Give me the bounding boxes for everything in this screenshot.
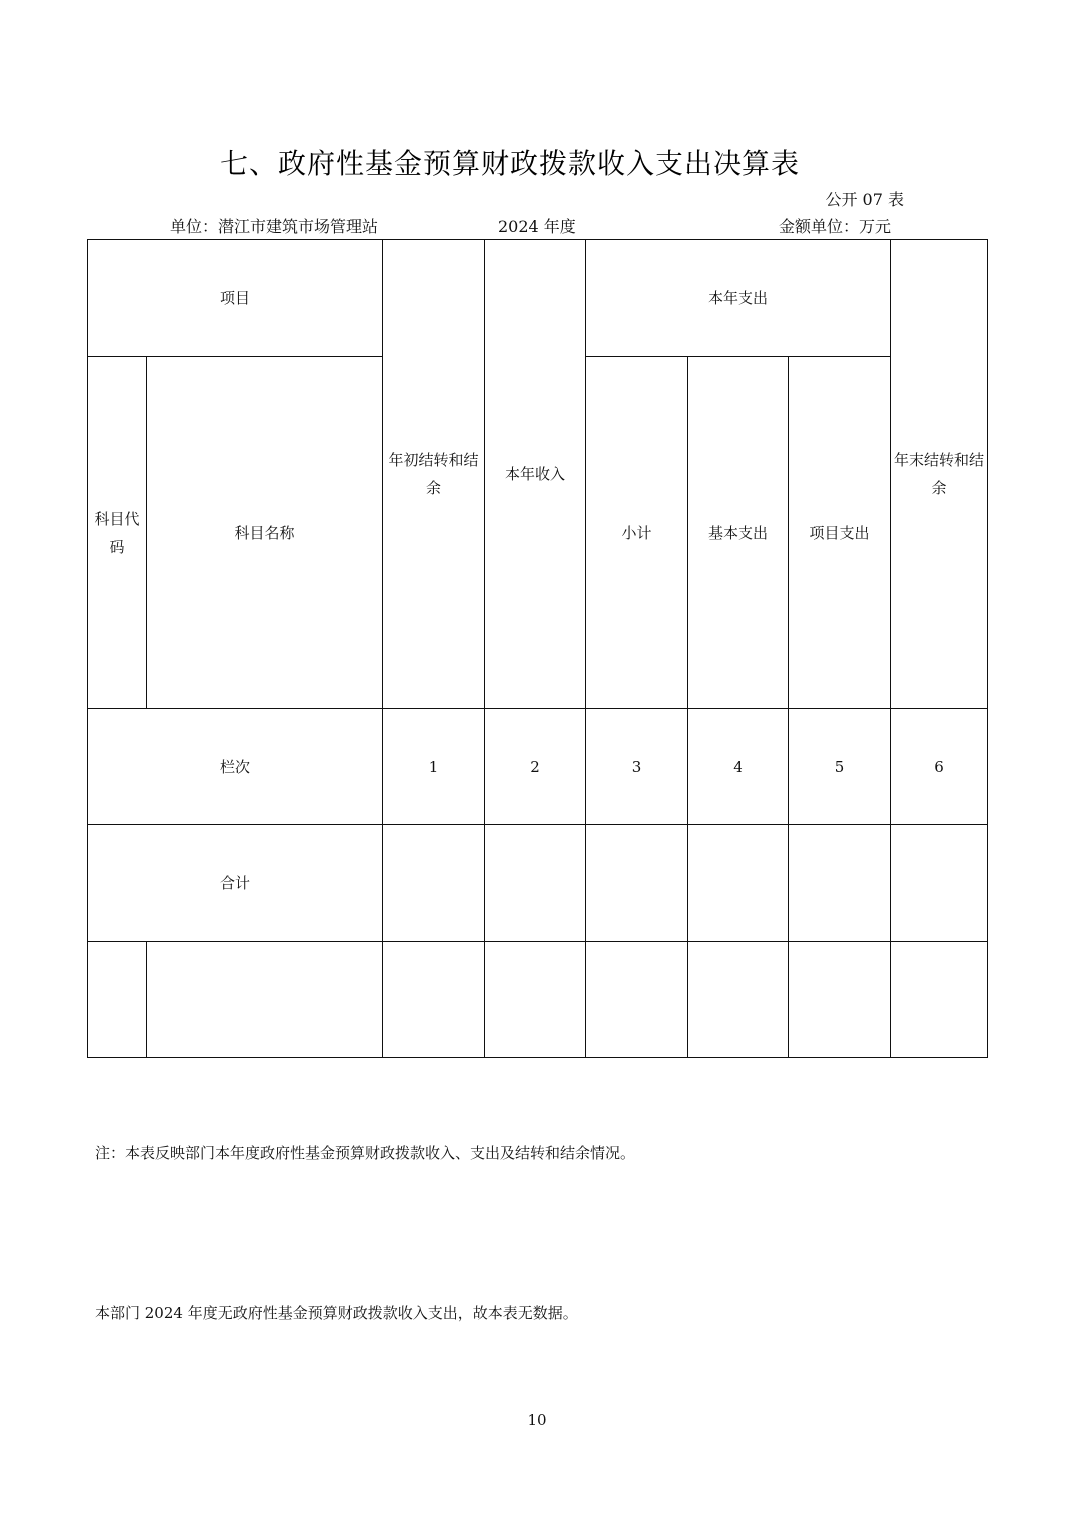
page-number: 10 (527, 1411, 547, 1429)
column-index-cell: 3 (586, 709, 688, 825)
document-title: 七、政府性基金预算财政拨款收入支出决算表 (219, 147, 800, 180)
row-value-cell (485, 942, 586, 1058)
column-index-row (88, 709, 988, 825)
row-code-cell (88, 942, 147, 1058)
header-basic-expense: 基本支出 (688, 357, 789, 709)
column-index-cell: 6 (891, 709, 988, 825)
no-data-statement: 本部门 2024 年度无政府性基金预算财政拨款收入支出，故本表无数据。 (95, 1304, 578, 1322)
row-value-cell (891, 942, 988, 1058)
fiscal-year: 2024 年度 (498, 217, 576, 236)
header-code: 科目代码 (88, 357, 147, 709)
total-cell (891, 825, 988, 942)
table-note: 注：本表反映部门本年度政府性基金预算财政拨款收入、支出及结转和结余情况。 (95, 1144, 636, 1162)
column-index-cell: 4 (688, 709, 789, 825)
header-subtotal: 小计 (586, 357, 688, 709)
row-value-cell (688, 942, 789, 1058)
reporting-unit: 单位：潜江市建筑市场管理站 (170, 217, 379, 236)
total-cell (383, 825, 485, 942)
row-value-cell (586, 942, 688, 1058)
row-value-cell (383, 942, 485, 1058)
row-value-cell (789, 942, 891, 1058)
total-cell (485, 825, 586, 942)
table-row (88, 942, 988, 1058)
header-income: 本年收入 (485, 240, 586, 709)
total-row (88, 825, 988, 942)
form-number: 公开 07 表 (825, 190, 904, 209)
header-project-expense: 项目支出 (789, 357, 891, 709)
header-closing-balance: 年末结转和结余 (891, 240, 988, 709)
total-cell (789, 825, 891, 942)
total-label: 合计 (88, 825, 383, 942)
total-cell (688, 825, 789, 942)
header-item: 项目 (88, 240, 383, 357)
column-index-cell: 5 (789, 709, 891, 825)
column-index-label: 栏次 (88, 709, 383, 825)
header-name: 科目名称 (147, 357, 383, 709)
row-name-cell (147, 942, 383, 1058)
money-unit: 金额单位：万元 (779, 217, 892, 236)
total-cell (586, 825, 688, 942)
settlement-table (87, 239, 988, 1058)
column-index-cell: 1 (383, 709, 485, 825)
header-expense: 本年支出 (586, 240, 891, 357)
header-opening-balance: 年初结转和结余 (383, 240, 485, 709)
column-index-cell: 2 (485, 709, 586, 825)
